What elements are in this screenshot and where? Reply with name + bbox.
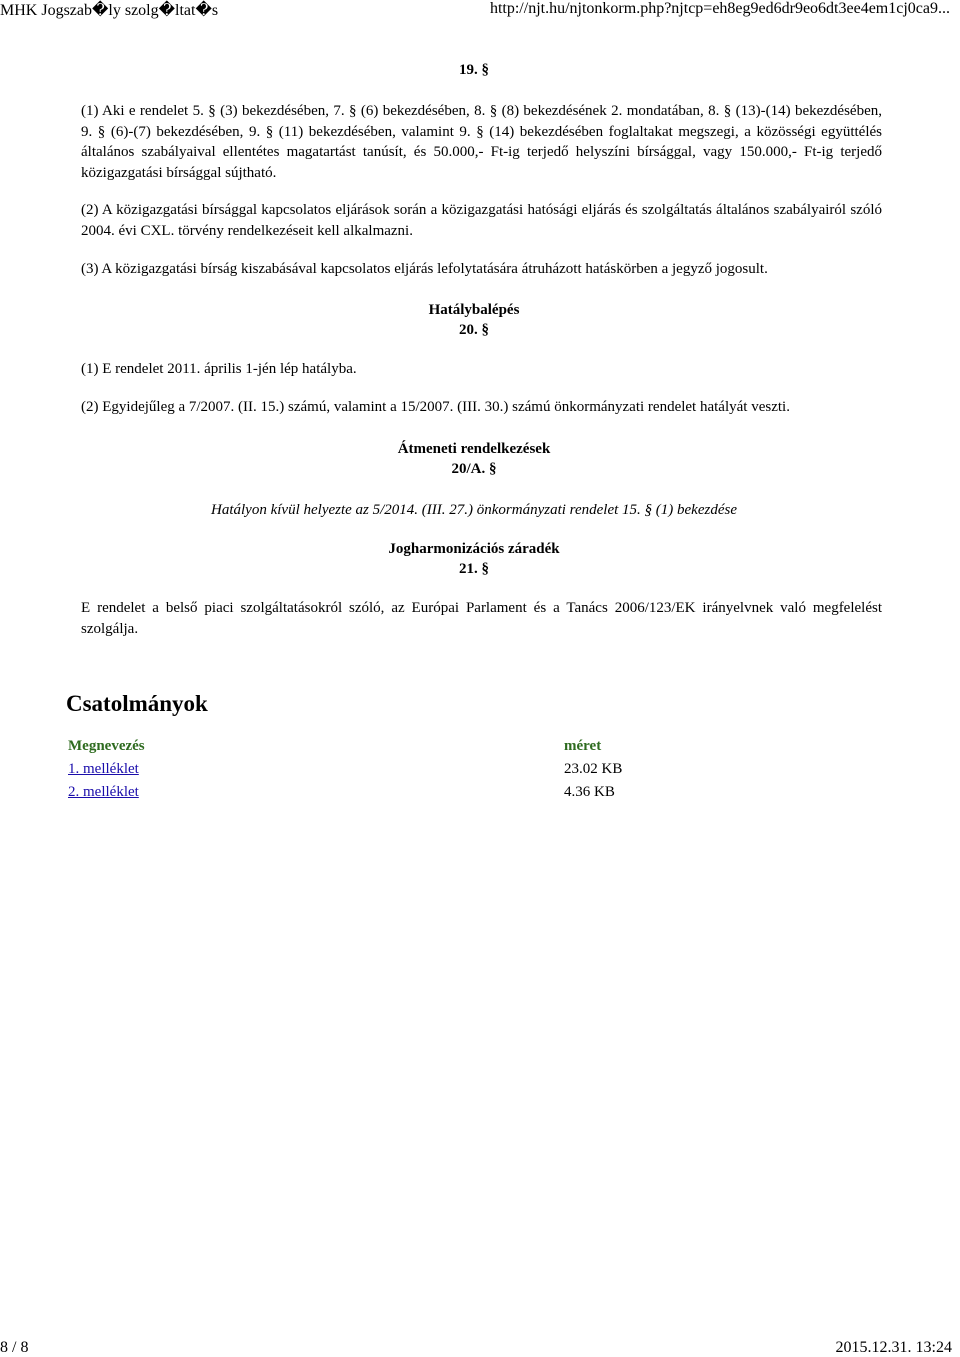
section-20-paragraph-1: (1) E rendelet 2011. április 1-jén lép hatályba. [81, 360, 357, 377]
page-number: 8 / 8 [0, 1339, 29, 1356]
section-21-heading: 21. § [459, 561, 489, 577]
attachments-header-row [68, 735, 622, 758]
section-19-paragraph-3: (3) A közigazgatási bírság kiszabásával kapcsolatos eljárás lefolytatására átruházott hatáskörben a jegyző jogosult. [81, 261, 768, 277]
section-20a-title: Átmeneti rendelkezések [397, 440, 551, 457]
attachment-size: 23.02 KB [564, 761, 623, 777]
section-20-title: Hatálybalépés [428, 301, 520, 318]
attachments-title: Csatolmányok [66, 691, 208, 716]
print-header-url: http://njt.hu/njtonkorm.php?njtcp=eh8eg9ed6dr9eo6dt3ee4em1cj0ca9... [489, 0, 950, 17]
section-21-paragraph-1: E rendelet a belső piaci szolgáltatásokról szóló, az Európai Parlament és a Tanács 2006/123/EK irányelvnek való megfelelést szolgálja. [81, 600, 882, 637]
attachment-size: 4.36 KB [564, 784, 615, 800]
document-body [66, 60, 882, 804]
section-19-paragraph-2: (2) A közigazgatási bírsággal kapcsolatos eljárások során a közigazgatási hatósági eljárás és szolgáltatás általános szabályairól szóló 2004. évi CXL. törvény rendelkezéseit kell alkalmazni. [81, 202, 882, 239]
table-row [68, 758, 622, 781]
section-19-heading: 19. § [459, 62, 489, 78]
column-header-name: Megnevezés [68, 738, 145, 754]
attachment-link-1[interactable]: 1. melléklet [68, 761, 139, 777]
attachments-table [68, 735, 622, 804]
attachment-link-2[interactable]: 2. melléklet [68, 784, 139, 800]
section-20a-heading: 20/A. § [451, 460, 497, 477]
column-header-size: méret [564, 738, 602, 754]
print-header-title: MHK Jogszab�ly szolg�ltat�s [0, 2, 219, 19]
print-datetime: 2015.12.31. 13:24 [835, 1339, 952, 1356]
section-20a-repeal-note: Hatályon kívül helyezte az 5/2014. (III. 27.) önkormányzati rendelet 15. § (1) bekezdése [211, 501, 737, 518]
section-21-title: Jogharmonizációs záradék [388, 541, 560, 557]
section-20-heading: 20. § [459, 321, 489, 338]
section-20-paragraph-2: (2) Egyidejűleg a 7/2007. (II. 15.) számú, valamint a 15/2007. (III. 30.) számú önkormányzati rendelet hatályát veszti. [81, 399, 790, 415]
section-19-paragraph-1: (1) Aki e rendelet 5. § (3) bekezdésében, 7. § (6) bekezdésében, 8. § (8) bekezdésének 2. mondatában, 8. § (13)-(14) bekezdésében, 9. § (6)-(7) bekezdésében, 9. § (11) bekezdésében, valamint 9. § (14) bekezdésében foglaltakat megszegi, a közösségi együttélés általános szabályaival ellentétes magatartást tanúsít, és 50.000,- Ft-ig terjedő helyszíni bírsággal, vagy 150.000,- Ft-ig terjedő közigazgatási bírsággal sújtható. [81, 103, 882, 181]
table-row [68, 781, 622, 804]
